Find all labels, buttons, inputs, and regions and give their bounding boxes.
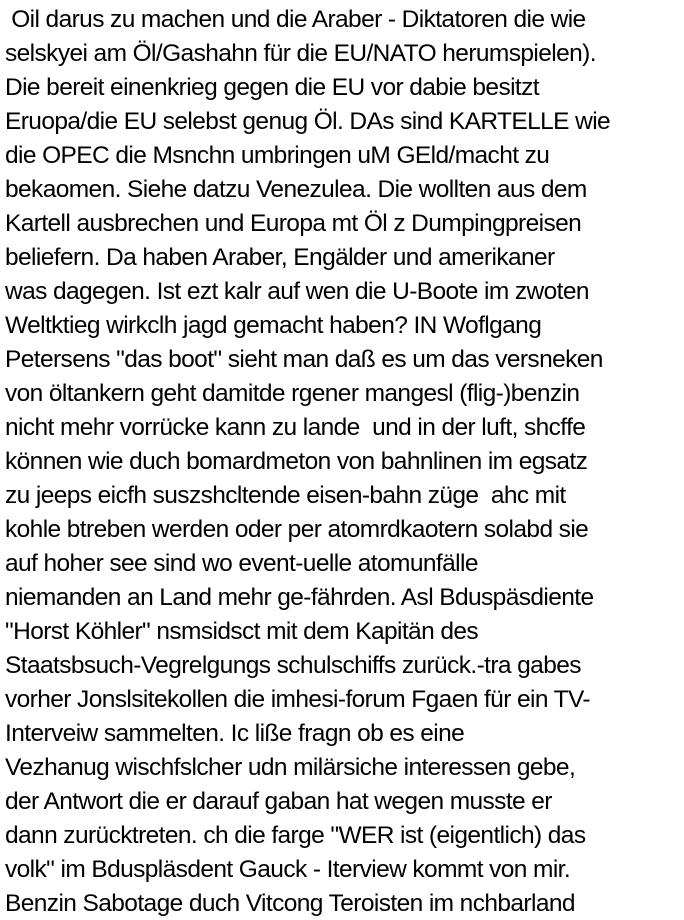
text-line: Benzin Sabotage duch Vitcong Teroisten im nchbarland [5,890,575,917]
text-line: Kartell ausbrechen und Europa mt Öl z Dumpingpreisen [5,210,582,237]
text-line: Eruopa/die EU selebst genug Öl. DAs sind KARTELLE wie [5,108,611,135]
text-line: zu jeeps eicfh suszshcltende eisen-bahn züge ahc mit [5,482,566,509]
text-document [5,3,682,920]
text-line: kohle btreben werden oder per atomrdkaotern solabd sie [5,516,589,543]
text-line: was dagegen. Ist ezt kalr auf wen die U-Boote im zwoten [5,278,589,305]
text-line: volk" im Bduspläsdent Gauck - Iterview kommt von mir. [5,856,571,883]
text-line: nicht mehr vorrücke kann zu lande und in der luft, shcffe [5,414,586,441]
text-line: Staatsbsuch-Vegrelgungs schulschiffs zurück.-tra gabes [5,652,581,679]
text-line: Interveiw sammelten. Ic liße fragn ob es eine [5,720,465,747]
text-line: können wie duch bomardmeton von bahnlinen im egsatz [5,448,588,475]
text-line: von öltankern geht damitde rgener mangesl (flig-)benzin [5,380,580,407]
text-line: bekaomen. Siehe datzu Venezulea. Die wollten aus dem [5,176,587,203]
text-line: Die bereit einenkrieg gegen die EU vor dabie besitzt [5,74,539,101]
text-line: niemanden an Land mehr ge-fährden. Asl Bduspäsdiente [5,584,594,611]
text-line: Petersens "das boot" sieht man daß es um das versneken [5,346,603,373]
text-line: dann zurücktreten. ch die farge "WER ist (eigentlich) das [5,822,586,849]
text-line: beliefern. Da haben Araber, Engälder und amerikaner [5,244,555,271]
text-line: Oil darus zu machen und die Araber - Diktatoren die wie [5,6,586,33]
text-line: vorher Jonslsitekollen die imhesi-forum Fgaen für ein TV- [5,686,590,713]
text-line: "Horst Köhler" nsmsidsct mit dem Kapitän des [5,618,479,645]
text-line: Vezhanug wischfslcher udn milärsiche interessen gebe, [5,754,576,781]
text-line: der Antwort die er darauf gaban hat wegen musste er [5,788,552,815]
text-line: Weltktieg wirkclh jagd gemacht haben? IN Woflgang [5,312,542,339]
text-line: selskyei am Öl/Gashahn für die EU/NATO herumspielen). [5,40,596,67]
text-line: auf hoher see sind wo event-uelle atomunfälle [5,550,478,577]
text-line: die OPEC die Msnchn umbringen uM GEld/macht zu [5,142,550,169]
